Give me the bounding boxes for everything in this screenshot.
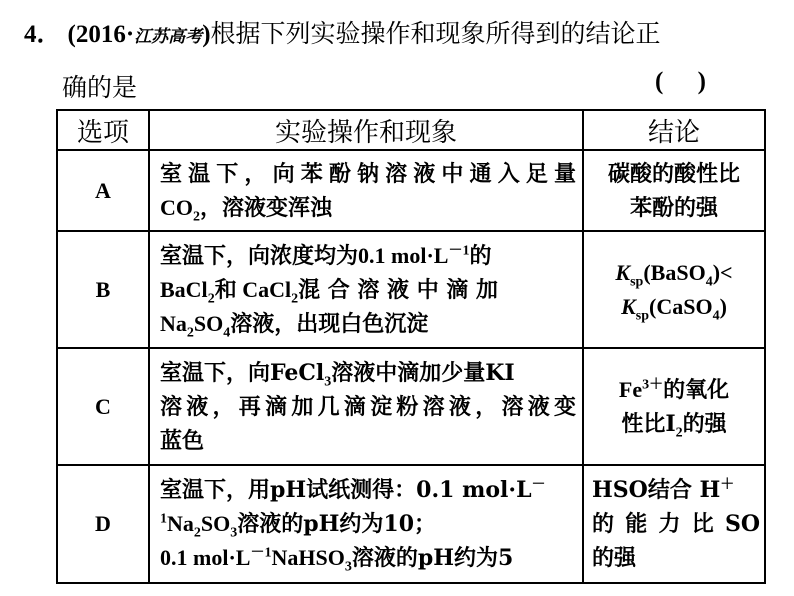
text-line: $CO_2$，溶液变浑浊 <box>160 194 333 224</box>
question-stem-line1: 根据下列实验操作和现象所得到的结论正 <box>210 19 661 48</box>
answer-bracket: ( ) <box>655 68 706 95</box>
operation-cell <box>149 231 583 348</box>
text-line: $Na_2SO_4$溶液，出现白色沉淀 <box>160 310 429 340</box>
table-row <box>57 231 765 348</box>
text-line: 0.1 $mol\cdot L^{-1}NaHSO_3$溶液的pH约为5 <box>160 545 514 575</box>
header-conclusion: 结论 <box>583 110 765 150</box>
operation-cell <box>149 348 583 465</box>
text-line: 室温下，用pH试纸测得：0.1 mol·L－ <box>160 477 546 503</box>
header-operation: 实验操作和现象 <box>149 110 583 150</box>
question-header <box>24 14 661 50</box>
text-line: 蓝色 <box>160 427 205 454</box>
table-row <box>57 465 765 583</box>
source-place: 江苏高考 <box>134 27 203 46</box>
text-line: $^1Na_2SO_3$溶液的pH约为10； <box>160 511 437 541</box>
text-line: BaCl$_2$和 CaCl$_2$混 合 溶 液 中 滴 加 <box>160 276 499 306</box>
conclusion-cell: 碳酸的酸性比 苯酚的强 <box>583 150 765 231</box>
conclusion-cell: $K_{sp}(BaSO_4)<$ $K_{sp}(CaSO_4)$ <box>583 231 765 348</box>
question-stem-line2: 确的是 <box>62 73 138 102</box>
text-line: 溶液，再滴加几滴淀粉溶液，溶液变 <box>160 393 576 420</box>
option-label: C <box>57 348 149 465</box>
conclusion-cell: HSO结合 H＋ 的能力比SO 的强 <box>583 465 765 583</box>
table-row <box>57 348 765 465</box>
text-line: 室温下，向浓度均为0.1 $mol\cdot L^{-1}$的 <box>160 242 492 269</box>
option-label: A <box>57 150 149 231</box>
operation-cell <box>149 465 583 583</box>
header-option: 选项 <box>57 110 149 150</box>
operation-cell <box>149 150 583 231</box>
question-source: (2016·江苏高考) <box>67 21 211 48</box>
text-line: 室温下，向FeCl$_3$溶液中滴加少量KI <box>160 359 515 389</box>
conclusion-cell: $Fe^{3+}$的氧化 性比$I_2$的强 <box>583 348 765 465</box>
table-row <box>57 150 765 231</box>
question-number: 4． <box>24 21 62 48</box>
text-line: 室温下，向苯酚钠溶液中通入足量 <box>160 160 576 187</box>
table-header-row <box>57 110 765 150</box>
option-label: B <box>57 231 149 348</box>
option-label: D <box>57 465 149 583</box>
experiment-table <box>56 109 766 584</box>
